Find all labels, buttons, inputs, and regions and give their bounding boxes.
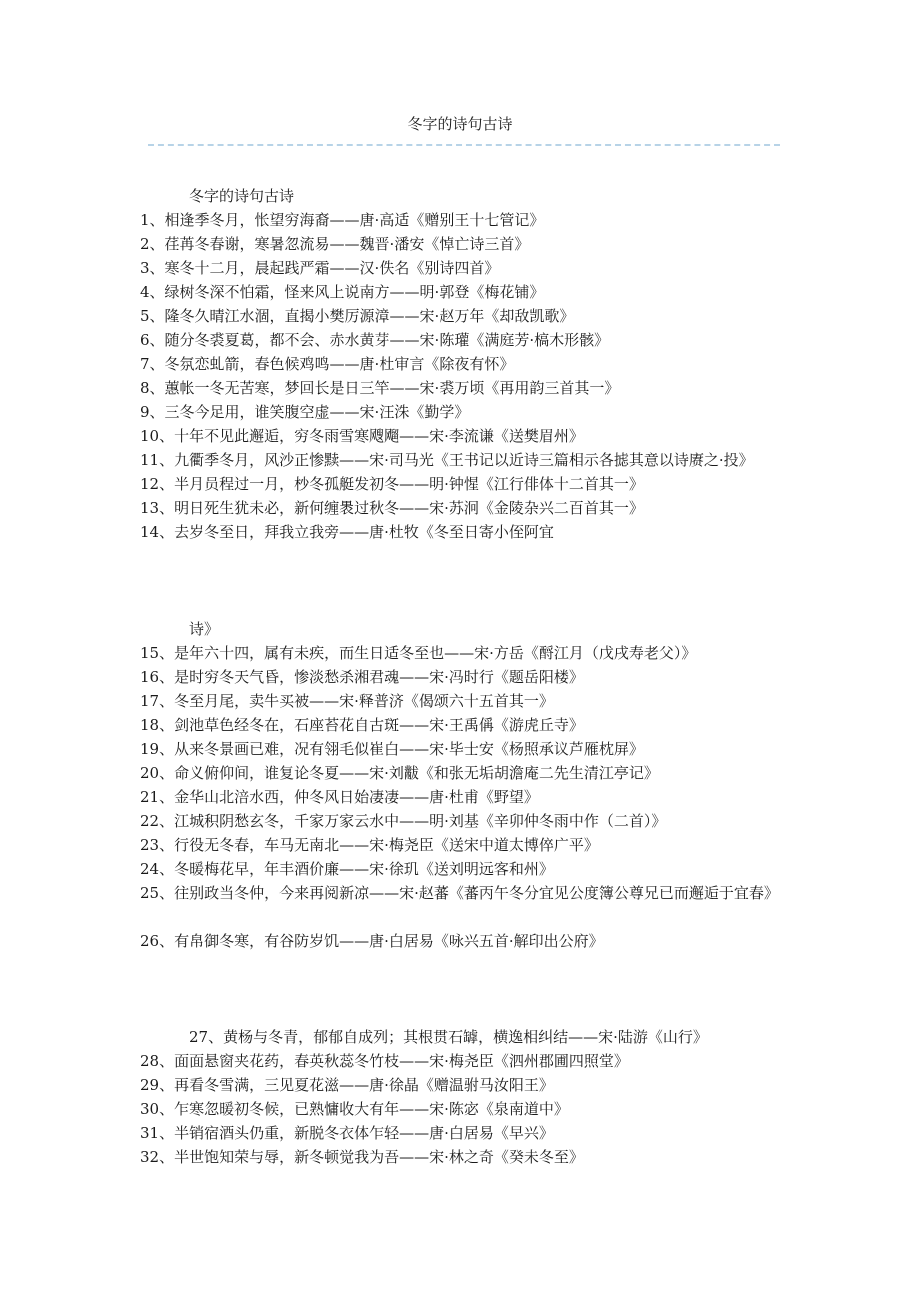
poem-line: 12、半月员程过一月，杪冬孤艇发初冬——明·钟惺《江行俳体十二首其一》 (140, 475, 644, 493)
poem-line: 10、十年不见此邂逅，穷冬雨雪寒飕飗——宋·李流谦《送樊眉州》 (140, 427, 584, 445)
poem-line: 8、蕙帐一冬无苦寒，梦回长是日三竿——宋·裘万顷《再用韵三首其一》 (140, 379, 620, 397)
poem-line: 32、半世饱知荣与辱，新冬顿觉我为吾——宋·林之奇《癸未冬至》 (140, 1148, 584, 1166)
poem-line: 26、有帛御冬寒，有谷防岁饥——唐·白居易《咏兴五首·解印出公府》 (140, 932, 604, 950)
poem-line: 14、去岁冬至日，拜我立我旁——唐·杜牧《冬至日寄小侄阿宜 (140, 523, 554, 541)
poem-line: 24、冬暖梅花早，年丰酒价廉——宋·徐玑《送刘明远客和州》 (140, 860, 554, 878)
page-title: 冬字的诗句古诗 (407, 115, 513, 133)
poem-line: 21、金华山北涪水西，仲冬风日始凄凄——唐·杜甫《野望》 (140, 788, 539, 806)
poem-line: 3、寒冬十二月，晨起践严霜——汉·佚名《别诗四首》 (140, 259, 500, 277)
poem-line: 20、命义俯仰间，谁复论冬夏——宋·刘黻《和张无垢胡澹庵二先生清江亭记》 (140, 764, 659, 782)
poem-line: 4、绿树冬深不怕霜，怪来风上说南方——明·郭登《梅花铺》 (140, 283, 545, 301)
poem-line: 29、再看冬雪满，三见夏花滋——唐·徐晶《赠温驸马汝阳王》 (140, 1076, 554, 1094)
poem-line: 19、从来冬景画已难，况有翎毛似崔白——宋·毕士安《杨照承议芦雁枕屏》 (140, 740, 644, 758)
poem-line: 30、乍寒忽暖初冬候，已熟慵收大有年——宋·陈宓《泉南道中》 (140, 1100, 569, 1118)
poem-line: 22、江城积阴愁玄冬，千家万家云水中——明·刘基《辛卯仲冬雨中作（二首）》 (140, 812, 667, 830)
poem-line: 28、面面悬窗夹花药，春英秋蕊冬竹枝——宋·梅尧臣《泗州郡圃四照堂》 (140, 1052, 629, 1070)
poem-line: 17、冬至月尾，卖牛买被——宋·释普济《偈颂六十五首其一》 (140, 692, 554, 710)
poem-line: 18、剑池草色经冬在，石座苔花自古斑——宋·王禹偁《游虎丘寺》 (140, 716, 584, 734)
section-heading: 冬字的诗句古诗 (189, 187, 295, 205)
poem-line: 9、三冬今足用，谁笑腹空虚——宋·汪洙《勤学》 (140, 403, 470, 421)
poem-line: 27、黄杨与冬青，郁郁自成列；其根贯石罅，横逸相纠结——宋·陆游《山行》 (189, 1028, 708, 1046)
poem-line: 13、明日死生犹未必，新何缠褁过秋冬——宋·苏泂《金陵杂兴二百首其一》 (140, 499, 644, 517)
poem-line: 7、冬氛恋虬箭，春色候鸡鸣——唐·杜审言《除夜有怀》 (140, 355, 515, 373)
title-divider (148, 144, 780, 146)
poem-line-continuation: 诗》 (189, 620, 220, 638)
poem-line: 6、随分冬裘夏葛，都不会、赤水黄芽——宋·陈瓘《满庭芳·槁木形骸》 (140, 331, 610, 349)
poem-line: 5、隆冬久晴江水涸，直揭小樊厉源漳——宋·赵万年《却敌凯歌》 (140, 307, 575, 325)
poem-line: 15、是年六十四，属有未疾，而生日适冬至也——宋·方岳《酹江月（戊戌寿老父）》 (140, 644, 697, 662)
poem-line: 25、往别政当冬仲，今来再阅新凉——宋·赵蕃《蕃丙午冬分宜见公度簿公尊兄已而邂逅于宜春》 (140, 884, 779, 902)
poem-line: 31、半销宿酒头仍重，新脱冬衣体乍轻——唐·白居易《早兴》 (140, 1124, 554, 1142)
poem-line: 23、行役无冬春，车马无南北——宋·梅尧臣《送宋中道太博倅广平》 (140, 836, 599, 854)
poem-line: 16、是时穷冬天气昏，惨淡愁杀湘君魂——宋·冯时行《题岳阳楼》 (140, 668, 584, 686)
poem-line: 11、九衢季冬月，风沙正惨黩——宋·司马光《王书记以近诗三篇相示各摅其意以诗赓之·投》 (140, 451, 754, 469)
poem-line: 1、相逢季冬月，怅望穷海裔——唐·高适《赠别王十七管记》 (140, 211, 545, 229)
poem-line: 2、荏苒冬春谢，寒暑忽流易——魏晋·潘安《悼亡诗三首》 (140, 235, 530, 253)
